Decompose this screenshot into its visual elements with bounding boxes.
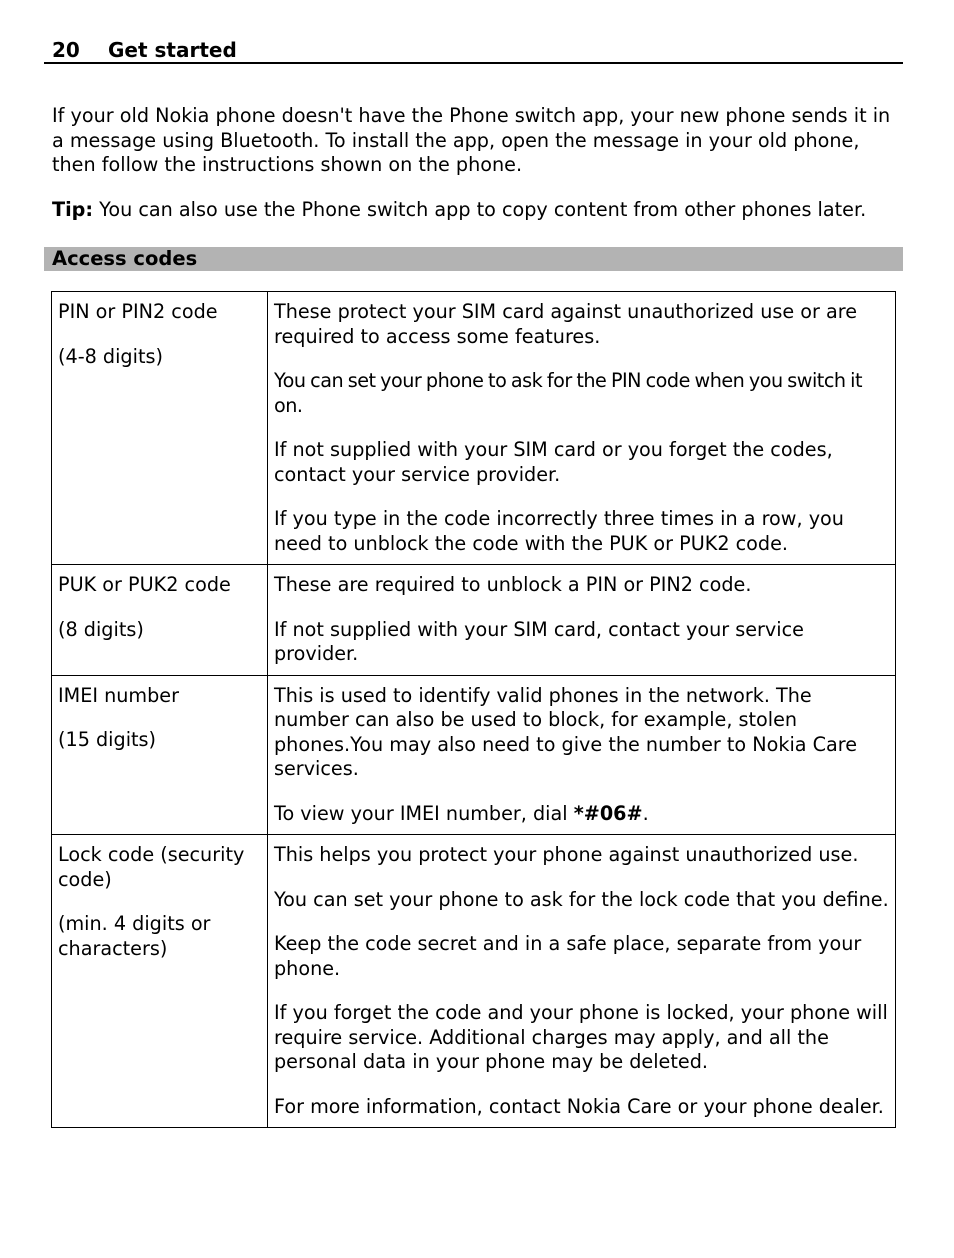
description-paragraph: You can set your phone to ask for the PIN code when you switch it on. [274,369,862,417]
section-title: Access codes [52,247,198,270]
code-length: (8 digits) [58,617,144,641]
tip-label: Tip: [52,198,94,221]
description-paragraph: If not supplied with your SIM card, contact your service provider. [274,617,804,665]
tip-text: You can also use the Phone switch app to copy content from other phones later. [93,198,867,221]
code-description-cell [268,565,896,676]
code-description-cell [268,835,896,1128]
imei-instruction-text: To view your IMEI number, dial [274,801,574,825]
description-paragraph: This helps you protect your phone against unauthorized use. [274,843,859,866]
code-name-cell [52,565,268,676]
table-row [52,292,896,565]
imei-dial-code: *#06# [573,801,643,825]
description-paragraph: These protect your SIM card against unauthorized use or are required to access some features. [274,300,858,348]
code-name: Lock code (security code) [58,843,245,891]
code-name: PIN or PIN2 code [58,300,218,323]
code-name: PUK or PUK2 code [58,573,231,596]
code-length: (15 digits) [58,728,157,751]
description-paragraph: You can set your phone to ask for the lock code that you define. [274,887,889,911]
code-length: (min. 4 digits or characters) [58,912,211,960]
table-row [52,565,896,676]
table-row [52,675,896,835]
table-row [52,835,896,1128]
chapter-title: Get started [108,38,237,62]
tip-paragraph [52,198,900,223]
description-paragraph: This is used to identify valid phones in the network. The number can also be used to block, for example, stolen phones.You may also need to give the number to Nokia Care services. [274,683,858,780]
code-name-cell [52,835,268,1128]
description-paragraph: If you type in the code incorrectly three times in a row, you need to unblock the code with the PUK or PUK2 code. [274,507,844,555]
access-codes-table [51,291,896,1128]
page-number: 20 [52,38,80,62]
intro-paragraph: If your old Nokia phone doesn't have the Phone switch app, your new phone sends it in a message using Bluetooth. To install the app, open the message in your old phone, then follow the instructions shown on the phone. [52,104,891,176]
code-name-cell [52,675,268,835]
code-length: (4-8 digits) [58,344,163,368]
description-paragraph: These are required to unblock a PIN or PIN2 code. [274,573,752,596]
description-paragraph: For more information, contact Nokia Care or your phone dealer. [274,1094,884,1118]
section-heading-bar [44,247,903,271]
code-description-cell [268,292,896,565]
code-name: IMEI number [58,683,179,707]
page-header [44,36,903,64]
description-paragraph: If not supplied with your SIM card or you forget the codes, contact your service provider. [274,438,833,486]
code-name-cell [52,292,268,565]
description-paragraph: Keep the code secret and in a safe place, separate from your phone. [274,932,862,980]
imei-dial-instruction [274,802,889,827]
description-paragraph: If you forget the code and your phone is locked, your phone will require service. Additional charges may apply, and all the personal data in your phone may be deleted. [274,1001,888,1073]
imei-instruction-end: . [642,801,649,825]
code-description-cell [268,675,896,835]
